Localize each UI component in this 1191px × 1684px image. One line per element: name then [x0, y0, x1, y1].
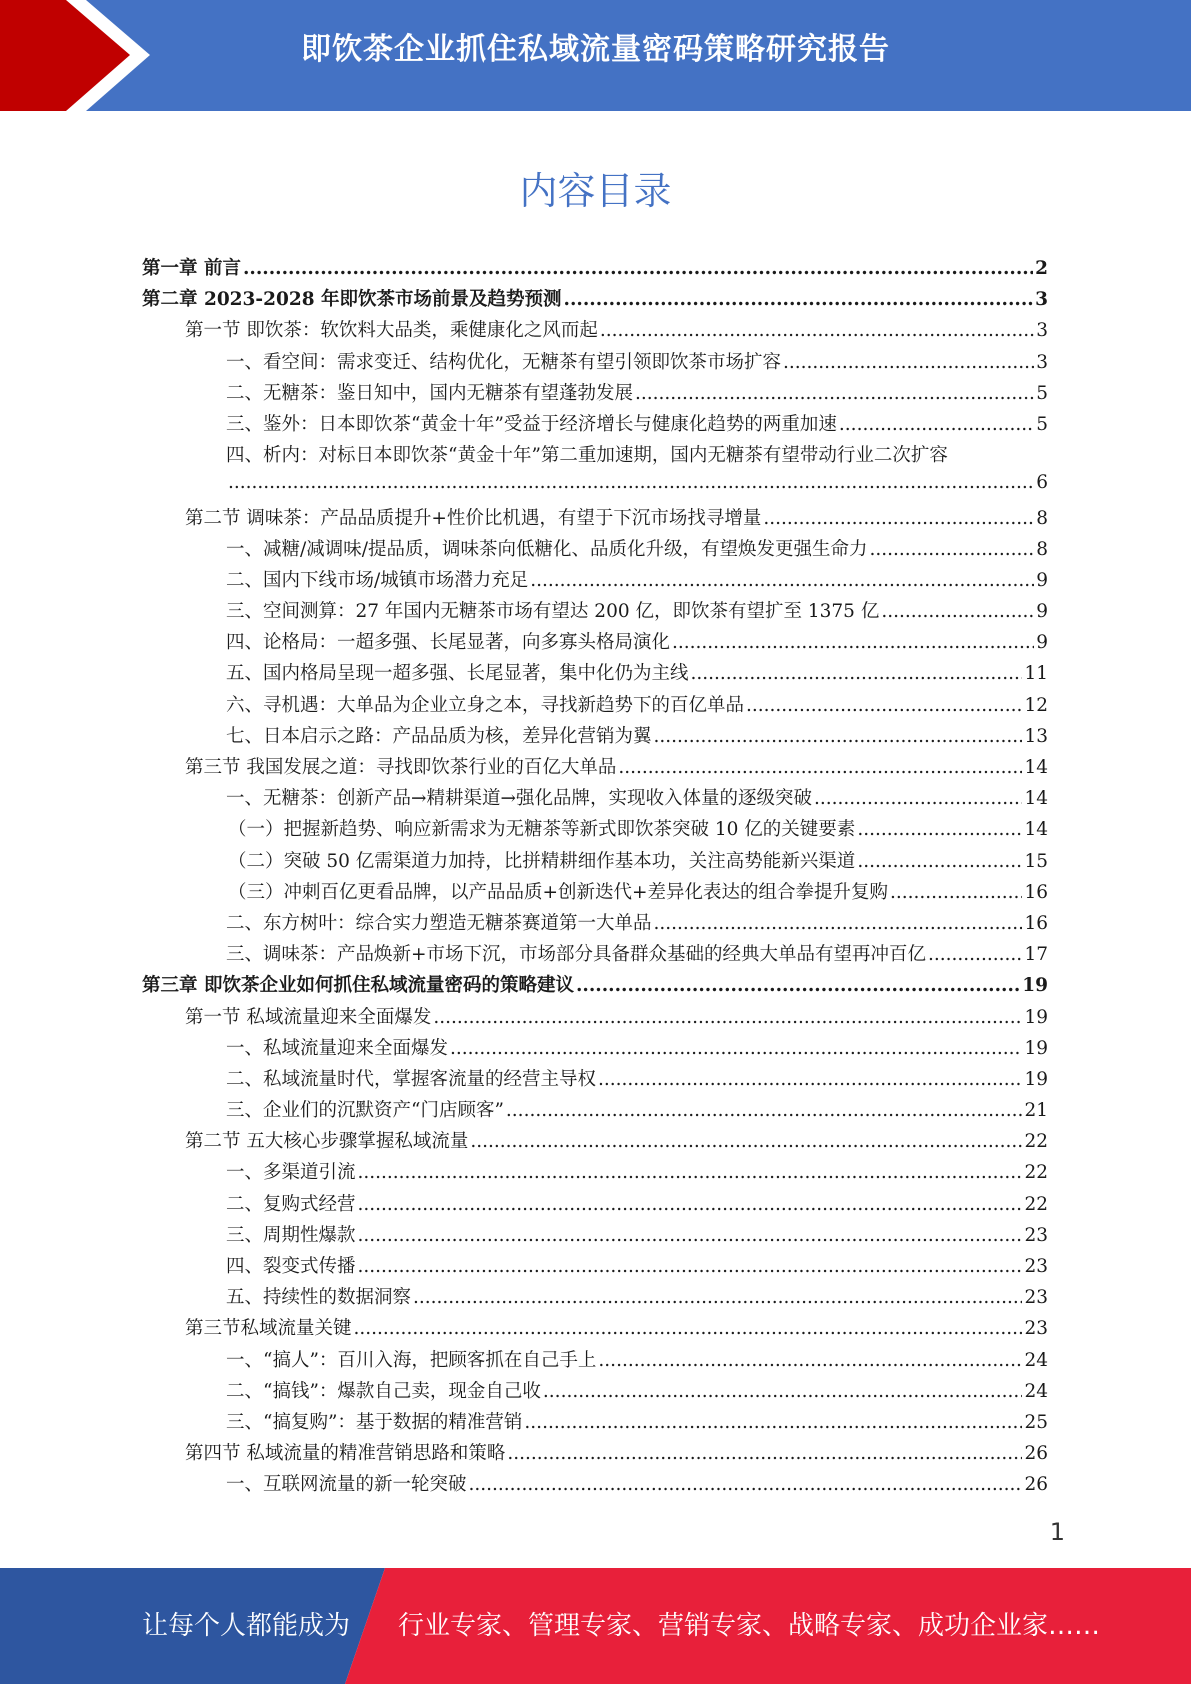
toc-leader-dots: [746, 695, 1022, 716]
toc-leader-dots: [869, 539, 1034, 560]
toc-entry-label: 四、析内：对标日本即饮茶“黄金十年”第二重加速期，国内无糖茶有望带动行业二次扩容: [226, 445, 948, 467]
toc-entry-label: 二、东方树叶：综合实力塑造无糖茶赛道第一大单品: [226, 912, 652, 934]
toc-entry-label: 一、无糖茶：创新产品→精耕渠道→强化品牌，实现收入体量的逐级突破: [226, 788, 813, 810]
toc-entry-label: 第一节 即饮茶：软饮料大品类，乘健康化之风而起: [185, 320, 598, 342]
toc-leader-dots: [783, 352, 1034, 373]
toc-entry-label: 六、寻机遇：大单品为企业立身之本，寻找新趋势下的百亿单品: [226, 694, 745, 716]
toc-leader-dots: [814, 788, 1022, 809]
toc-entry-page: 19: [1024, 1068, 1048, 1090]
toc-leader-dots: [598, 1069, 1022, 1090]
toc-entry[interactable]: [142, 254, 1048, 285]
toc-leader-dots: [450, 1038, 1022, 1059]
toc-entry-label: 二、国内下线市场/城镇市场潜力充足: [226, 569, 529, 591]
toc-leader-dots: [507, 1443, 1022, 1464]
toc-entry-label: 一、看空间：需求变迁、结构优化，无糖茶有望引领即饮茶市场扩容: [226, 351, 782, 373]
toc-entry-label: 五、国内格局呈现一超多强、长尾显著，集中化仍为主线: [226, 663, 689, 685]
toc-entry-label: 五、持续性的数据洞察: [226, 1287, 412, 1309]
toc-entry[interactable]: [142, 1314, 1048, 1345]
toc-entry-page: 5: [1036, 413, 1048, 435]
toc-entry-page: 16: [1024, 912, 1048, 934]
toc-entry[interactable]: [142, 1283, 1048, 1314]
toc-entry-label: 一、多渠道引流: [226, 1162, 356, 1184]
toc-entry-label: 第四节 私域流量的精准营销思路和策略: [185, 1443, 506, 1465]
toc-leader-dots: [358, 1225, 1023, 1246]
toc-leader-dots: [524, 1412, 1022, 1433]
toc-leader-dots: [598, 1350, 1022, 1371]
toc-entry[interactable]: [142, 1377, 1048, 1408]
toc-entry-label: 四、论格局：一超多强、长尾显著，向多寡头格局演化: [226, 632, 671, 654]
toc-entry-page: 26: [1024, 1474, 1048, 1496]
toc-entry[interactable]: [142, 1470, 1048, 1501]
toc-entry-page: 8: [1036, 507, 1048, 529]
toc-leader-dots: [857, 819, 1022, 840]
toc-leader-dots: [470, 1131, 1022, 1152]
toc-leader-dots: [358, 1256, 1023, 1277]
toc-entry-label: 三、周期性爆款: [226, 1224, 356, 1246]
toc-entry-page: 25: [1024, 1411, 1048, 1433]
toc-entry-label: 二、复购式经营: [226, 1193, 356, 1215]
toc-entry[interactable]: [142, 659, 1048, 690]
toc-entry-page: 5: [1036, 382, 1048, 404]
toc-entry-label: 一、私域流量迎来全面爆发: [226, 1037, 449, 1059]
toc-entry-page: 14: [1024, 788, 1048, 810]
toc-leader-dots: [228, 472, 1034, 493]
toc-leader-dots: [654, 913, 1023, 934]
toc-entry-page: 9: [1036, 601, 1048, 623]
toc-entry-label: 二、私域流量时代，掌握客流量的经营主导权: [226, 1068, 597, 1090]
toc-entry-page: 13: [1024, 725, 1048, 747]
toc-entry[interactable]: [142, 878, 1048, 909]
toc-leader-dots: [564, 289, 1034, 310]
toc-leader-dots: [857, 851, 1022, 872]
toc-entry-page: 15: [1024, 850, 1048, 872]
toc-entry-page: 19: [1024, 1037, 1048, 1059]
toc-entry-label: 一、“搞人”：百川入海，把顾客抓在自己手上: [226, 1349, 597, 1371]
toc-entry[interactable]: [142, 316, 1048, 347]
toc-leader-dots: [576, 975, 1020, 996]
toc-entry-page: 11: [1024, 663, 1048, 685]
toc-entry-label: 第一节 私域流量迎来全面爆发: [185, 1006, 432, 1028]
toc-entry-page: 22: [1024, 1162, 1048, 1184]
toc-entry-label: 第三节私域流量关键: [185, 1318, 352, 1340]
toc-leader-dots: [543, 1381, 1023, 1402]
toc-entry-page: 23: [1024, 1287, 1048, 1309]
footer-slogan-left: 让每个人都能成为: [142, 1611, 351, 1641]
toc-entry-label: 四、裂变式传播: [226, 1256, 356, 1277]
toc-entry-page: 24: [1024, 1349, 1048, 1371]
toc-entry-label: （三）冲刺百亿更看品牌，以产品品质+创新迭代+差异化表达的组合拳提升复购: [228, 881, 889, 903]
toc-entry-page: 26: [1024, 1443, 1048, 1465]
toc-entry[interactable]: [142, 909, 1048, 940]
toc-entry-label: 三、调味茶：产品焕新+市场下沉，市场部分具备群众基础的经典大单品有望再冲百亿: [226, 944, 927, 966]
header-banner: [0, 0, 1191, 111]
toc-entry[interactable]: [142, 285, 1048, 316]
toc-entry-page: 2: [1035, 258, 1048, 279]
toc-entry-label: 第二节 五大核心步骤掌握私域流量: [185, 1131, 469, 1153]
toc-entry[interactable]: [142, 971, 1048, 1002]
toc-entry-page: 19: [1022, 975, 1048, 997]
toc-entry-label: 一、互联网流量的新一轮突破: [226, 1474, 467, 1496]
toc-entry-page: 23: [1024, 1256, 1048, 1277]
toc-leader-dots: [763, 508, 1034, 529]
toc-entry-continuation[interactable]: [142, 472, 1048, 503]
toc-leader-dots: [413, 1287, 1022, 1308]
toc-entry[interactable]: [142, 1003, 1048, 1034]
toc-leader-dots: [433, 1007, 1022, 1028]
toc-entry-page: 23: [1024, 1224, 1048, 1246]
toc-entry[interactable]: [142, 1034, 1048, 1065]
toc-entry[interactable]: [142, 1065, 1048, 1096]
table-of-contents: [142, 254, 1048, 1502]
toc-entry-page: 16: [1024, 881, 1048, 903]
toc-leader-dots: [506, 1100, 1023, 1121]
toc-leader-dots: [928, 944, 1022, 965]
toc-entry-label: （二）突破 50 亿需渠道力加持，比拼精耕细作基本功，关注高势能新兴渠道: [228, 850, 856, 872]
toc-entry-page: 3: [1035, 289, 1048, 311]
toc-leader-dots: [691, 663, 1023, 684]
toc-entry[interactable]: [142, 1127, 1048, 1158]
toc-entry[interactable]: [142, 847, 1048, 878]
toc-entry-label: 三、空间测算：27 年国内无糖茶市场有望达 200 亿，即饮茶有望扩至 1375 亿: [226, 601, 880, 623]
toc-entry[interactable]: [142, 410, 1048, 441]
toc-entry-page: 17: [1024, 944, 1048, 966]
toc-title: 内容目录: [519, 169, 672, 213]
toc-entry[interactable]: [142, 348, 1048, 379]
toc-leader-dots: [881, 601, 1034, 622]
toc-entry-label: 第三节 我国发展之道：寻找即饮茶行业的百亿大单品: [185, 757, 617, 778]
toc-entry[interactable]: [142, 535, 1048, 566]
toc-entry-page: 14: [1024, 819, 1048, 841]
toc-entry-label: （一）把握新趋势、响应新需求为无糖茶等新式即饮茶突破 10 亿的关键要素: [228, 819, 856, 841]
toc-entry-label: 第二节 调味茶：产品品质提升+性价比机遇，有望于下沉市场找寻增量: [185, 507, 762, 529]
toc-leader-dots: [672, 632, 1034, 653]
toc-entry-label: 第三章 即饮茶企业如何抓住私域流量密码的策略建议: [142, 975, 574, 997]
toc-entry[interactable]: [142, 753, 1048, 784]
toc-entry[interactable]: [142, 784, 1048, 815]
footer-banner: [0, 1568, 1191, 1684]
toc-entry[interactable]: [142, 1408, 1048, 1439]
toc-leader-dots: [358, 1194, 1023, 1215]
toc-entry-page: 6: [1036, 472, 1048, 494]
toc-entry-page: 14: [1024, 757, 1048, 778]
toc-entry[interactable]: [142, 441, 1048, 472]
toc-entry-page: 9: [1036, 632, 1048, 654]
toc-leader-dots: [358, 1162, 1023, 1183]
toc-leader-dots: [618, 757, 1022, 778]
toc-leader-dots: [354, 1318, 1023, 1339]
toc-entry[interactable]: [142, 379, 1048, 410]
report-title: 即饮茶企业抓住私域流量密码策略研究报告: [301, 32, 890, 67]
toc-entry-page: 3: [1036, 351, 1048, 373]
toc-leader-dots: [530, 570, 1034, 591]
toc-entry[interactable]: [142, 1252, 1048, 1283]
toc-leader-dots: [890, 882, 1022, 903]
toc-entry[interactable]: [142, 1439, 1048, 1470]
toc-leader-dots: [654, 726, 1023, 747]
toc-entry[interactable]: [142, 566, 1048, 597]
toc-entry[interactable]: [142, 628, 1048, 659]
toc-entry[interactable]: [142, 1221, 1048, 1252]
toc-entry-page: 24: [1024, 1380, 1048, 1402]
toc-entry[interactable]: [142, 1158, 1048, 1189]
toc-entry-label: 三、企业们的沉默资产“门店顾客”: [226, 1100, 504, 1122]
toc-leader-dots: [635, 383, 1034, 404]
toc-entry[interactable]: [142, 940, 1048, 971]
toc-entry[interactable]: [142, 1096, 1048, 1127]
toc-entry-page: 23: [1024, 1318, 1048, 1340]
toc-entry[interactable]: [142, 691, 1048, 722]
toc-entry[interactable]: [142, 722, 1048, 753]
toc-leader-dots: [839, 414, 1034, 435]
toc-entry[interactable]: [142, 504, 1048, 535]
toc-entry-label: 七、日本启示之路：产品品质为核，差异化营销为翼: [226, 725, 652, 747]
toc-leader-dots: [243, 258, 1033, 279]
toc-entry-label: 一、减糖/减调味/提品质，调味茶向低糖化、品质化升级，有望焕发更强生命力: [226, 538, 868, 560]
toc-entry-label: 三、鉴外：日本即饮茶“黄金十年”受益于经济增长与健康化趋势的两重加速: [226, 413, 837, 435]
toc-entry-page: 21: [1024, 1100, 1048, 1122]
toc-leader-dots: [600, 320, 1034, 341]
toc-entry-page: 12: [1024, 694, 1048, 716]
toc-entry[interactable]: [142, 1190, 1048, 1221]
page-number: 1: [1049, 1518, 1065, 1546]
toc-entry[interactable]: [142, 597, 1048, 628]
toc-entry-page: 8: [1036, 538, 1048, 560]
toc-entry-page: 9: [1036, 569, 1048, 591]
toc-entry-label: 三、“搞复购”：基于数据的精准营销: [226, 1411, 523, 1433]
toc-leader-dots: [469, 1474, 1023, 1495]
toc-entry-page: 19: [1024, 1006, 1048, 1028]
toc-entry-label: 二、无糖茶：鉴日知中，国内无糖茶有望蓬勃发展: [226, 382, 634, 404]
toc-entry-label: 第一章 前言: [142, 258, 241, 279]
footer-slogan-right: 行业专家、管理专家、营销专家、战略专家、成功企业家……: [398, 1611, 1101, 1641]
toc-entry-label: 第二章 2023-2028 年即饮茶市场前景及趋势预测: [142, 289, 562, 311]
toc-entry[interactable]: [142, 815, 1048, 846]
toc-entry-page: 22: [1024, 1193, 1048, 1215]
toc-entry[interactable]: [142, 1346, 1048, 1377]
toc-entry-page: 3: [1036, 320, 1048, 342]
toc-entry-page: 22: [1024, 1131, 1048, 1153]
toc-entry-label: 二、“搞钱”：爆款自己卖，现金自己收: [226, 1380, 541, 1402]
